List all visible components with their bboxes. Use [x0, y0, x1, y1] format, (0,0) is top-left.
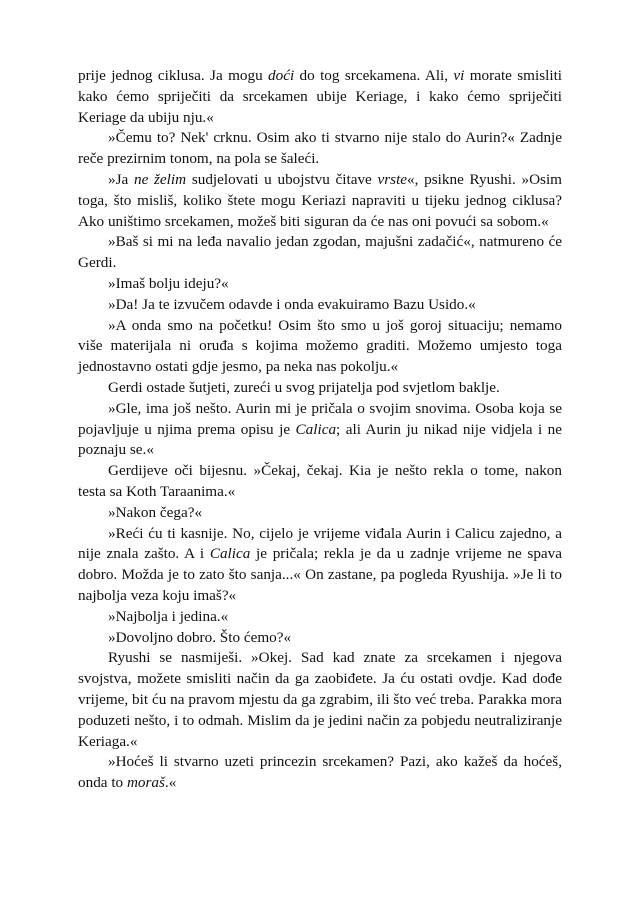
paragraph [78, 232, 562, 274]
paragraph [78, 66, 562, 128]
paragraph [78, 399, 562, 461]
text-run: »Da! Ja te izvučem odavde i onda evakuiramo Bazu Usido.« [108, 295, 476, 313]
italic-run: Calica [295, 420, 337, 438]
text-run: »A onda smo na početku! Osim što smo u još goroj situaciju; nemamo više materijala ni oruđa s kojima možemo graditi. Možemo umjesto toga jednostavno ostati gdje jesmo, pa neka nas pokolju.« [78, 316, 562, 376]
paragraph [78, 503, 562, 524]
paragraph [78, 628, 562, 649]
italic-run: ne želim [133, 170, 187, 188]
text-run: »Čemu to? Nek' crknu. Osim ako ti stvarno nije stalo do Aurin?« Zadnje reče prezirnim tonom, na pola se šaleći. [78, 129, 562, 168]
text-run: »Ja [108, 170, 134, 188]
italic-run: moraš [126, 774, 165, 792]
text-run: .« [164, 774, 177, 792]
text-run: »Hoćeš li stvarno uzeti princezin srcekamen? Pazi, ako kažeš da hoćeš, onda to [78, 753, 562, 792]
paragraph [78, 295, 562, 316]
text-run: »Baš si mi na leđa navalio jedan zgodan, majušni zadačić«, natmureno će Gerdi. [78, 233, 562, 272]
text-run: Gerdijeve oči bijesnu. »Čekaj, čekaj. Kia je nešto rekla o tome, nakon testa sa Koth Taraanima.« [78, 462, 562, 500]
text-run: »Reći ću ti kasnije. No, cijelo je vrijeme viđala Aurin i Calicu zajedno, a nije znala zašto. A i [78, 524, 562, 563]
paragraph [78, 752, 562, 794]
text-run: »Dovoljno dobro. Što ćemo?« [108, 628, 292, 646]
text-run: »Imaš bolju ideju?« [108, 274, 229, 292]
italic-run: Calica [209, 545, 251, 563]
text-run: Gerdi ostade šutjeti, zureći u svog prijatelja pod svjetlom baklje. [108, 378, 500, 396]
text-run: ; ali Aurin ju nikad nije vidjela i ne poznaju se.« [78, 420, 562, 459]
paragraph [78, 378, 562, 399]
paragraph [78, 274, 562, 295]
paragraph [78, 461, 562, 503]
page-body [78, 66, 562, 794]
text-run: sudjelovati u ubojstvu čitave [186, 170, 378, 188]
paragraph [78, 607, 562, 628]
text-run: »Najbolja i jedina.« [108, 607, 229, 625]
text-run: «, psikne Ryushi. »Osim toga, što misliš, koliko štete mogu Keriazi napraviti u tijeku jednog ciklusa? Ako uništimo srcekamen, možeš biti siguran da će nas oni povući sa sobom.« [78, 170, 562, 230]
paragraph [78, 128, 562, 170]
paragraph [78, 648, 562, 752]
text-run: morate smisliti kako ćemo spriječiti da srcekamen ubije Keriage, i kako ćemo spriječiti Keriage da ubiju nju.« [78, 67, 563, 126]
italic-run: vrste [377, 170, 408, 188]
paragraph [78, 316, 562, 378]
text-run: »Gle, ima još nešto. Aurin mi je pričala o svojim snovima. Osoba koja se pojavljuje u njima prema opisu je [78, 399, 562, 438]
text-run: Ryushi se nasmiješi. »Okej. Sad kad znate za srcekamen i njegova svojstva, možete smisliti način da ga zaobiđete. Ja ću ostati ovdje. Kad dođe vrijeme, bit ću na pravom mjestu da ga zgrabim, ili što već treba. Parakka mora poduzeti nešto, i to odmah. Mislim da je jedini način za pobjedu neutraliziranje Keriaga.« [78, 649, 562, 750]
text-run: »Nakon čega?« [108, 503, 203, 521]
italic-run: vi [453, 67, 465, 84]
text-run: je pričala; rekla je da u zadnje vrijeme ne spava dobro. Možda je to zato što sanja...« On zastane, pa pogleda Ryushija. »Je li to najbolja veza koju imaš?« [78, 545, 562, 604]
text-run: prije jednog ciklusa. Ja mogu [78, 67, 269, 84]
paragraph [78, 524, 562, 607]
italic-run: doći [268, 67, 295, 84]
paragraph [78, 170, 562, 232]
text-run: do tog srcekamena. Ali, [294, 67, 454, 84]
